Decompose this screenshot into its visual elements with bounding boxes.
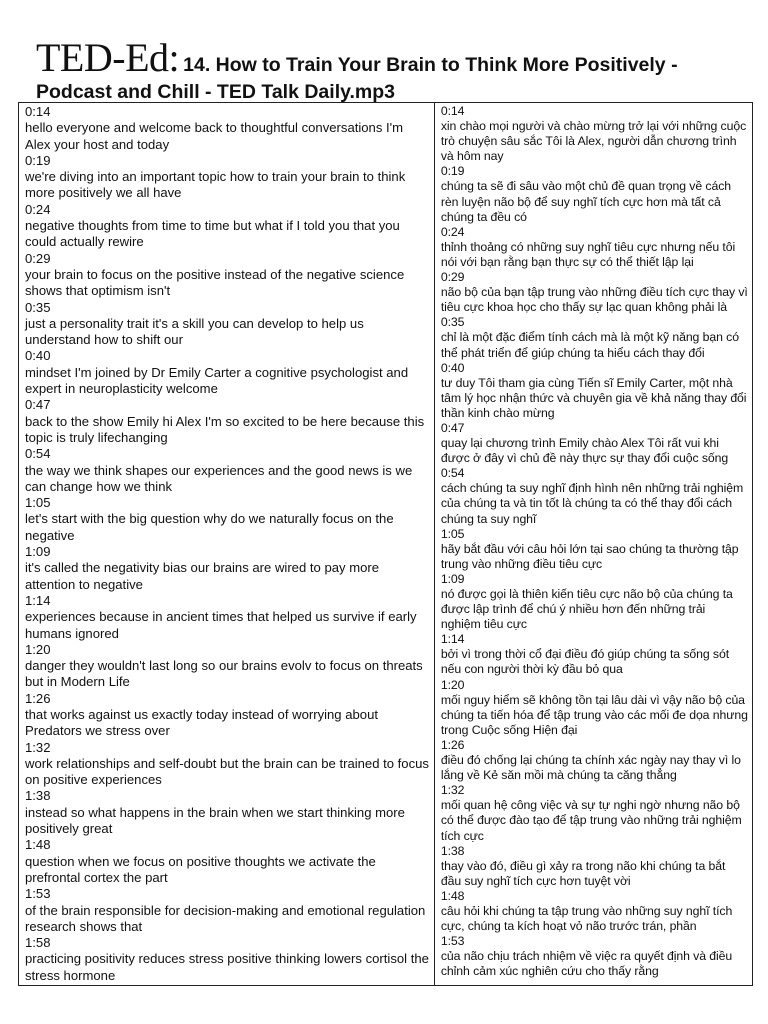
en-transcript-segment <box>25 788 430 837</box>
document-title-line1: 14. How to Train Your Brain to Think More Positively - <box>183 54 678 76</box>
en-transcript-text: let's start with the big question why do we naturally focus on the negative <box>25 511 394 543</box>
en-transcript-segment <box>25 837 430 886</box>
en-transcript-text: practicing positivity reduces stress positive thinking lowers cortisol the stress hormone <box>25 951 429 983</box>
vi-transcript-text: mối nguy hiểm sẽ không tồn tại lâu dài vì vậy não bộ của chúng ta tiến hóa để tập trung vào các mối đe dọa nhưng trong Cuộc sống Hiện đại <box>440 692 748 737</box>
en-transcript-text: it's called the negativity bias our brains are wired to pay more attention to negative <box>25 560 380 592</box>
en-transcript-text: we're diving into an important topic how to train your brain to think more positively we all have <box>25 169 406 201</box>
vi-transcript-timestamp: 1:09 <box>440 571 465 586</box>
vi-transcript-text: não bộ của bạn tập trung vào những điều tích cực thay vì tiêu cực khoa học cho thấy sự lạc quan không phải là <box>440 285 748 315</box>
vi-transcript-text: quay lại chương trình Emily chào Alex Tôi rất vui khi được ở đây vì chủ đề này thực sự thay đổi cuộc sống <box>440 436 729 466</box>
brand-name: TED-Ed: <box>36 35 180 80</box>
en-transcript-text: mindset I'm joined by Dr Emily Carter a cognitive psychologist and expert in neuroplasticity welcome <box>25 364 409 397</box>
transcript-table <box>18 102 753 986</box>
vi-transcript-timestamp: 1:05 <box>440 526 465 541</box>
vi-transcript-timestamp: 0:54 <box>440 466 465 481</box>
en-transcript-text: back to the show Emily hi Alex I'm so excited to be here because this topic is truly lifechanging <box>25 413 425 445</box>
en-transcript-text: danger they wouldn't last long so our brains evolv to focus on threats but in Modern Life <box>25 658 423 690</box>
vi-transcript-segment <box>441 466 748 526</box>
document-header <box>36 35 746 105</box>
en-transcript-segment <box>25 104 430 153</box>
vi-transcript-timestamp: 0:14 <box>440 104 465 118</box>
vi-transcript-segment <box>441 164 748 224</box>
en-transcript-segment <box>25 642 430 691</box>
en-transcript-segment <box>25 935 430 984</box>
vi-transcript-text: chúng ta sẽ đi sâu vào một chủ đề quan trọng về cách rèn luyện não bộ để suy nghĩ tích cực hơn mà tất cả chúng ta đều có <box>440 179 731 224</box>
en-transcript-text: instead so what happens in the brain when we start thinking more positively great <box>25 804 405 837</box>
en-transcript-timestamp: 1:38 <box>25 788 51 804</box>
en-transcript-text: work relationships and self-doubt but the brain can be trained to focus on positive experiences <box>25 755 429 788</box>
en-transcript-text: your brain to focus on the positive instead of the negative science shows that optimism isn't <box>25 266 405 299</box>
en-transcript-timestamp: 0:54 <box>25 446 51 462</box>
en-transcript-text: question when we focus on positive thoughts we activate the prefrontal cortex the part <box>25 853 376 885</box>
vi-transcript-segment <box>441 527 748 572</box>
vi-transcript-timestamp: 0:19 <box>440 164 465 179</box>
en-transcript-timestamp: 0:19 <box>25 152 51 168</box>
en-transcript-timestamp: 0:40 <box>25 348 51 364</box>
en-transcript-text: of the brain responsible for decision-making and emotional regulation research shows that <box>25 902 426 934</box>
vi-transcript-segment <box>441 270 748 315</box>
en-transcript-timestamp: 1:58 <box>25 935 51 951</box>
vi-transcript-text: bởi vì trong thời cổ đại điều đó giúp chúng ta sống sót nếu con người thời kỳ đầu bỏ qua <box>440 647 730 677</box>
document-title-line2: Podcast and Chill - TED Talk Daily.mp3 <box>36 81 396 103</box>
vi-transcript-text: câu hỏi khi chúng ta tập trung vào những suy nghĩ tích cực, chúng ta kích hoạt vỏ não trước trán, phần <box>440 903 733 934</box>
vi-transcript-segment <box>441 104 748 164</box>
vi-transcript-timestamp: 0:35 <box>440 315 465 330</box>
vi-transcript-timestamp: 1:26 <box>440 737 465 752</box>
en-transcript-timestamp: 0:29 <box>25 250 51 266</box>
vi-transcript-timestamp: 1:53 <box>440 934 465 949</box>
vi-transcript-timestamp: 1:14 <box>440 632 465 647</box>
en-transcript-segment <box>25 691 430 740</box>
vietnamese-transcript-column <box>435 103 752 985</box>
en-transcript-segment <box>25 886 430 935</box>
vi-transcript-timestamp: 0:29 <box>440 270 465 285</box>
vi-transcript-segment <box>441 934 748 979</box>
vi-transcript-text: cách chúng ta suy nghĩ định hình nên những trải nghiệm của chúng ta và tin tốt là chúng ta có thể thay đổi cách chúng ta suy nghĩ <box>440 481 744 526</box>
en-transcript-segment <box>25 740 430 789</box>
vi-transcript-text: hãy bắt đầu với câu hỏi lớn tại sao chúng ta thường tập trung vào những điều tiêu cực <box>440 541 739 571</box>
vi-transcript-segment <box>441 738 748 783</box>
vi-transcript-segment <box>441 572 748 632</box>
vi-transcript-text: nó được gọi là thiên kiến tiêu cực não bộ của chúng ta được lập trình để chú ý nhiều hơn đến những trải nghiệm tiêu cực <box>440 587 733 632</box>
vi-transcript-text: thay vào đó, điều gì xảy ra trong não khi chúng ta bắt đầu suy nghĩ tích cực hơn tuyệt vời <box>440 858 726 888</box>
en-transcript-timestamp: 1:09 <box>25 544 51 560</box>
en-transcript-timestamp: 1:53 <box>25 886 51 902</box>
vi-transcript-segment <box>441 783 748 843</box>
vi-transcript-timestamp: 1:48 <box>440 888 465 903</box>
en-transcript-text: experiences because in ancient times that helped us survive if early humans ignored <box>25 609 417 641</box>
en-transcript-timestamp: 1:20 <box>25 641 51 657</box>
vi-transcript-segment <box>441 844 748 889</box>
vi-transcript-timestamp: 1:38 <box>440 843 465 858</box>
en-transcript-segment <box>25 397 430 446</box>
vi-transcript-segment <box>441 315 748 360</box>
vi-transcript-segment <box>441 889 748 934</box>
vi-transcript-text: thỉnh thoảng có những suy nghĩ tiêu cực nhưng nếu tôi nói với bạn rằng bạn thực sự có thể thiết lập lại <box>440 239 736 269</box>
en-transcript-segment <box>25 251 430 300</box>
vi-transcript-segment <box>441 678 748 738</box>
en-transcript-timestamp: 0:35 <box>25 299 51 315</box>
en-transcript-segment <box>25 544 430 593</box>
vi-transcript-timestamp: 0:24 <box>440 224 465 239</box>
en-transcript-timestamp: 0:47 <box>25 397 51 413</box>
en-transcript-timestamp: 1:05 <box>25 495 51 511</box>
en-transcript-text: hello everyone and welcome back to thoughtful conversations I'm Alex your host and today <box>25 120 404 152</box>
en-transcript-segment <box>25 153 430 202</box>
en-transcript-text: negative thoughts from time to time but what if I told you that you could actually rewire <box>25 218 400 250</box>
en-transcript-timestamp: 1:32 <box>25 739 51 755</box>
vi-transcript-text: tư duy Tôi tham gia cùng Tiến sĩ Emily Carter, một nhà tâm lý học nhận thức và chuyên gia về khả năng thay đổi thần kinh chào mừng <box>440 375 747 420</box>
en-transcript-timestamp: 1:26 <box>25 690 51 706</box>
en-transcript-timestamp: 1:48 <box>25 837 51 853</box>
vi-transcript-segment <box>441 361 748 421</box>
vi-transcript-text: xin chào mọi người và chào mừng trở lại với những cuộc trò chuyện sâu sắc Tôi là Alex, người dẫn chương trình và hôm nay <box>440 119 747 164</box>
vi-transcript-text: điều đó chống lại chúng ta chính xác ngày nay thay vì lo lắng về Kẻ săn mồi mà chúng ta căng thẳng <box>440 753 741 783</box>
en-transcript-timestamp: 1:14 <box>25 592 51 608</box>
vi-transcript-segment <box>441 225 748 270</box>
en-transcript-text: that works against us exactly today instead of worrying about Predators we stress over <box>25 706 378 739</box>
en-transcript-segment <box>25 300 430 349</box>
vi-transcript-segment <box>441 632 748 677</box>
vi-transcript-timestamp: 0:47 <box>440 420 465 435</box>
vi-transcript-text: chỉ là một đặc điểm tính cách mà là một kỹ năng bạn có thể phát triển để giúp chúng ta hiểu cách thay đổi <box>440 330 739 360</box>
en-transcript-timestamp: 0:14 <box>25 104 51 119</box>
en-transcript-segment <box>25 495 430 544</box>
vi-transcript-text: của não chịu trách nhiệm về việc ra quyết định và điều chỉnh cảm xúc nghiên cứu cho thấy rằng <box>440 949 733 979</box>
en-transcript-segment <box>25 446 430 495</box>
en-transcript-text: just a personality trait it's a skill you can develop to help us understand how to shift our <box>25 315 364 348</box>
vi-transcript-text: mối quan hệ công việc và sự tự nghi ngờ nhưng não bộ có thể được đào tạo để tập trung vào những trải nghiệm tích cực <box>440 798 742 843</box>
vi-transcript-timestamp: 1:32 <box>440 783 465 798</box>
en-transcript-segment <box>25 593 430 642</box>
en-transcript-text: the way we think shapes our experiences and the good news is we can change how we think <box>25 462 413 494</box>
english-transcript-column <box>19 103 435 985</box>
vi-transcript-timestamp: 0:40 <box>440 360 465 375</box>
en-transcript-segment <box>25 348 430 397</box>
en-transcript-segment <box>25 202 430 251</box>
en-transcript-timestamp: 0:24 <box>25 201 51 217</box>
vi-transcript-timestamp: 1:20 <box>440 677 465 692</box>
vi-transcript-segment <box>441 421 748 466</box>
